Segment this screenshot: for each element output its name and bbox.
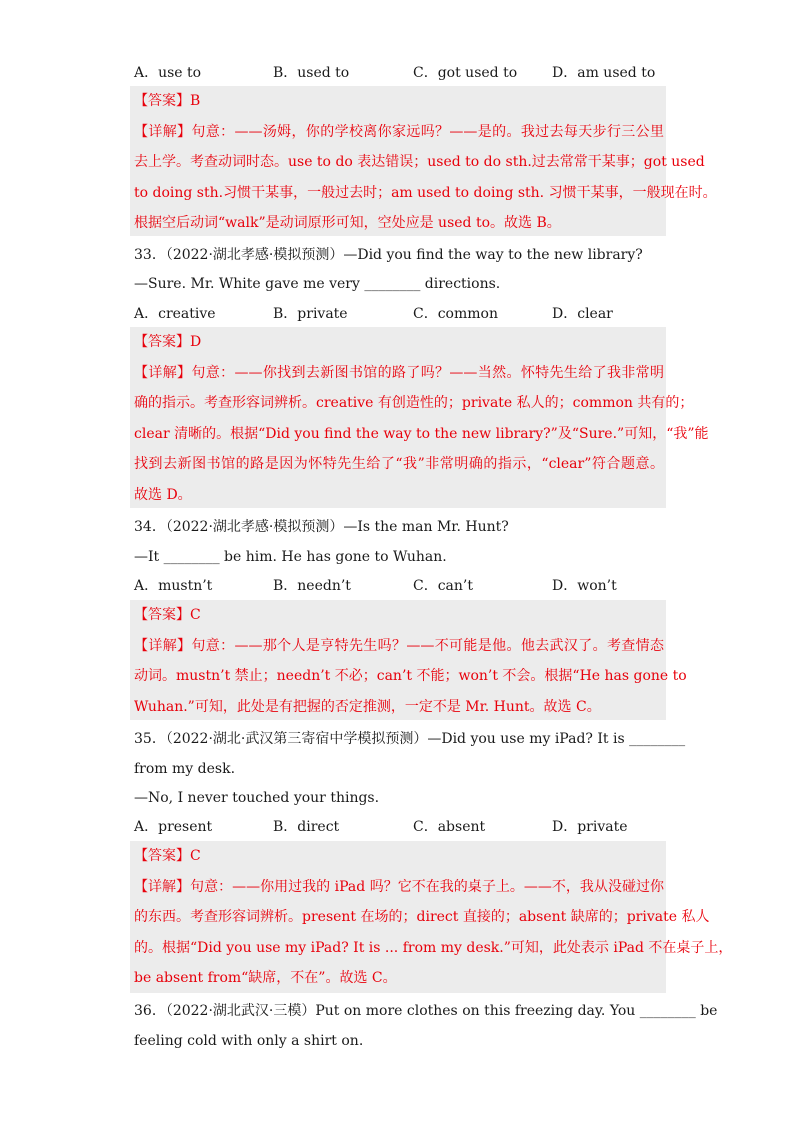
q34-detail-line: 【详解】句意：——那个人是亨特先生吗？——不可能是他。他去武汉了。考查情态 (134, 637, 664, 654)
q35-detail-line: 的。根据“Did you use my iPad? It is ... from my desk.”可知，此处表示 iPad 不在桌子上， (134, 939, 733, 956)
q33-option-d: D．clear (552, 306, 613, 322)
q34-option-a: A．mustn’t (134, 578, 213, 594)
q35-option-d: D．private (552, 819, 628, 835)
q32-option-a: A．use to (134, 65, 202, 81)
q35-stem-reply: —No, I never touched your things. (134, 790, 380, 806)
q32-detail-line: 去上学。考查动词时态。use to do 表达错误；used to do sth.过去常常干某事；got used (134, 154, 705, 170)
q35-answer: 【答案】C (134, 848, 201, 864)
q35-option-b: B．direct (273, 819, 340, 835)
q33-answer-box (130, 327, 709, 508)
q32-answer-box (130, 86, 717, 236)
q33-detail-line: 找到去新图书馆的路是因为怀特先生给了“我”非常明确的指示，“clear”符合题意。 (134, 456, 664, 472)
q32-option-c: C．got used to (413, 65, 518, 81)
q32-option-b: B．used to (273, 65, 350, 81)
q34-detail-line: Wuhan.”可知，此处是有把握的否定推测，一定不是 Mr. Hunt。故选 C。 (134, 698, 601, 715)
q32-answer: 【答案】B (134, 93, 201, 109)
q35-stem: 35．（2022·湖北·武汉第三寄宿中学模拟预测）—Did you use my iPad? It is ________ (134, 731, 686, 747)
q34-option-c: C．can’t (413, 578, 473, 594)
q33-detail-line: 故选 D。 (134, 486, 192, 503)
q34-option-d: D．won’t (552, 578, 617, 594)
q33-detail-line: clear 清晰的。根据“Did you find the way to the new library?”及“Sure.”可知，“我”能 (134, 425, 709, 442)
q34-stem-reply: —It ________ be him. He has gone to Wuhan. (134, 549, 447, 565)
q34-option-b: B．needn’t (273, 578, 351, 594)
q35-detail-line: be absent from“缺席，不在”。故选 C。 (134, 970, 397, 986)
q35-detail-line: 的东西。考查形容词辨析。present 在场的；direct 直接的；absent 缺席的；private 私人 (134, 909, 710, 925)
q34-answer-box (130, 600, 687, 720)
q33-answer: 【答案】D (134, 334, 202, 350)
q33-option-c: C．common (413, 306, 498, 322)
q35-option-c: C．absent (413, 819, 486, 835)
q32-detail-line: 【详解】句意：——汤姆，你的学校离你家远吗？——是的。我过去每天步行三公里 (134, 123, 664, 140)
q33-detail-line: 确的指示。考查形容词辨析。creative 有创造性的；private 私人的；common 共有的； (134, 395, 694, 411)
q33-detail-line: 【详解】句意：——你找到去新图书馆的路了吗？——当然。怀特先生给了我非常明 (134, 364, 664, 381)
q34-detail-line: 动词。mustn’t 禁止；needn’t 不必；can’t 不能；won’t 不会。根据“He has gone to (134, 668, 687, 684)
q33-option-a: A．creative (134, 306, 216, 322)
q34-stem: 34．（2022·湖北孝感·模拟预测）—Is the man Mr. Hunt? (134, 519, 509, 535)
q32-option-d: D．am used to (552, 65, 656, 81)
q35-stem-cont: from my desk. (134, 761, 236, 777)
q33-option-b: B．private (273, 306, 348, 322)
q34-answer: 【答案】C (134, 607, 201, 623)
q32-detail-line: 根据空后动词“walk”是动词原形可知，空处应是 used to。故选 B。 (134, 215, 561, 231)
q36-stem: 36．（2022·湖北武汉·三模）Put on more clothes on this freezing day. You ________ be (134, 1003, 718, 1019)
q33-stem-reply: —Sure. Mr. White gave me very ________ directions. (134, 276, 501, 292)
q35-answer-box (130, 841, 733, 993)
q35-option-a: A．present (134, 819, 213, 835)
q32-detail-line: to doing sth.习惯干某事，一般过去时；am used to doing sth. 习惯干某事，一般现在时。 (134, 184, 717, 201)
q36-stem-cont: feeling cold with only a shirt on. (134, 1033, 364, 1049)
q33-stem: 33．（2022·湖北孝感·模拟预测）—Did you find the way to the new library? (134, 247, 643, 263)
q35-detail-line: 【详解】句意：——你用过我的 iPad 吗？它不在我的桌子上。——不，我从没碰过你 (134, 878, 664, 895)
